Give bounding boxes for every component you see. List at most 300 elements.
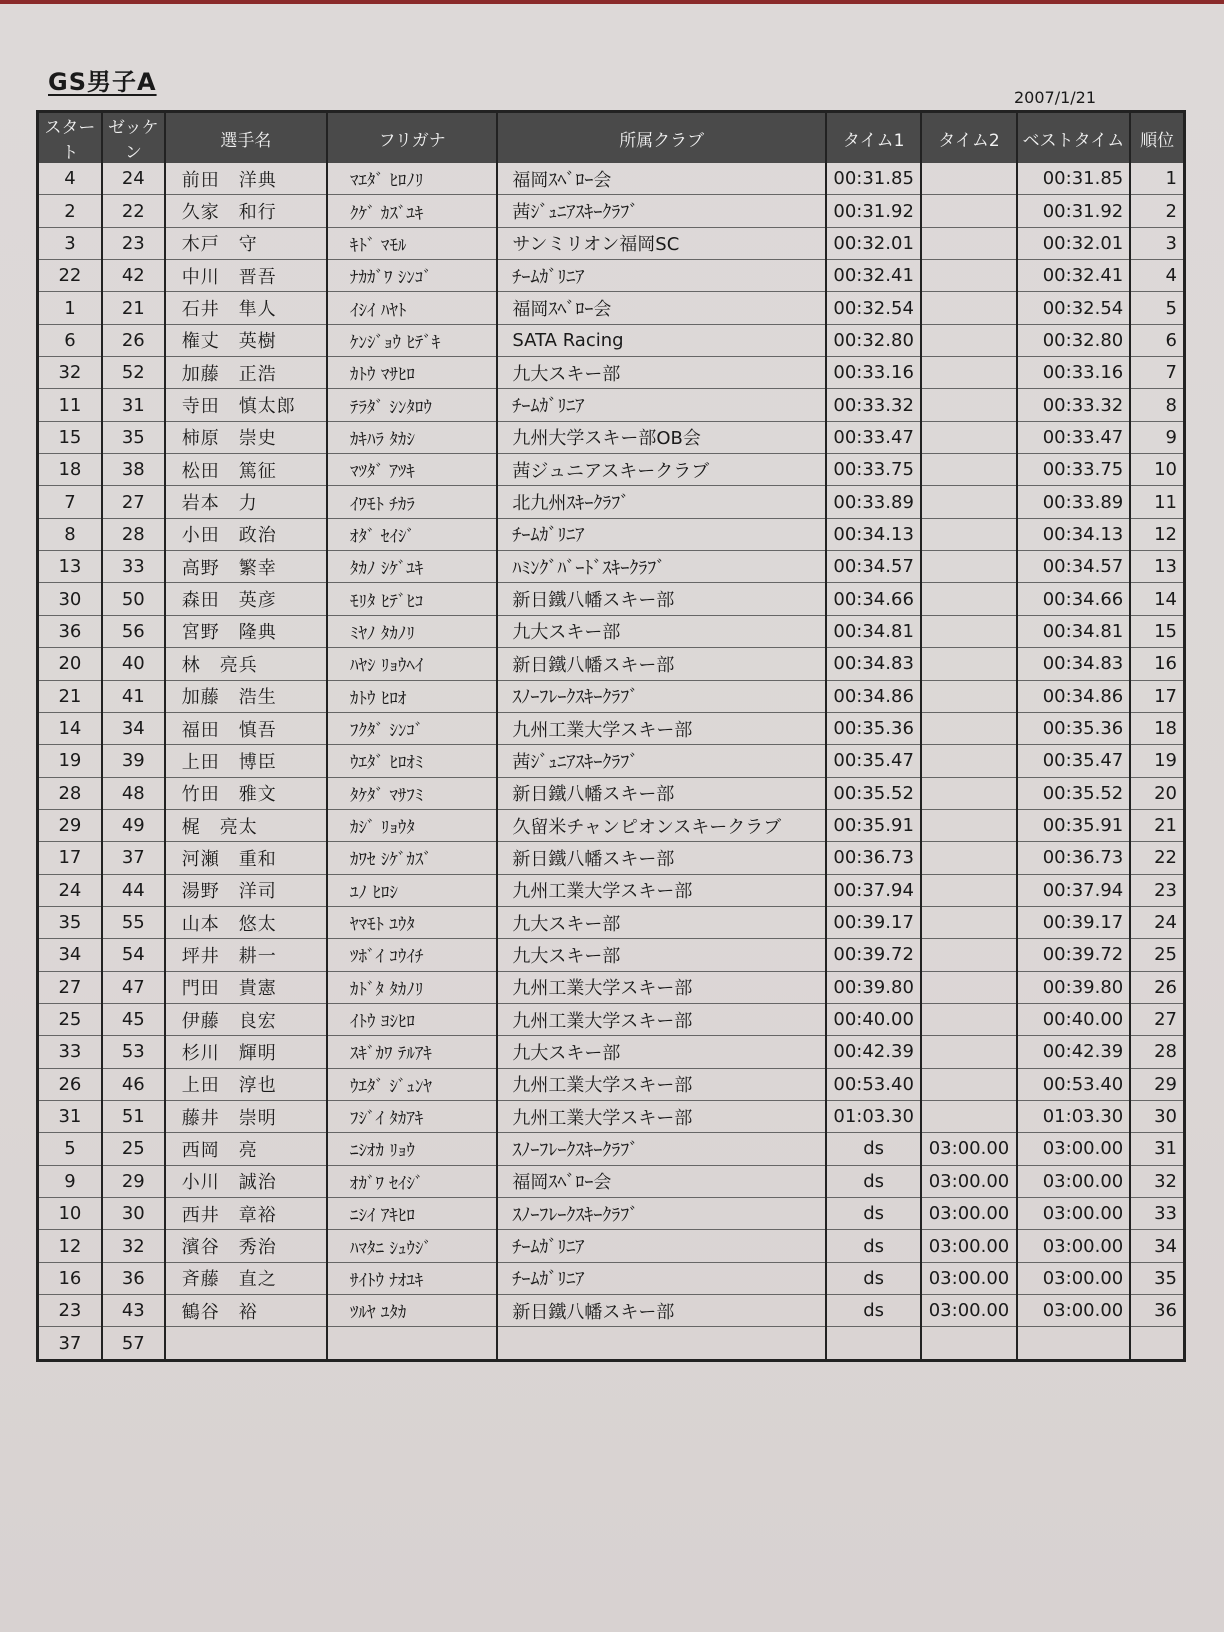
club-name: 九州工業大学スキー部	[497, 1068, 826, 1100]
athlete-name: 久家 和行	[165, 195, 327, 227]
table-row	[39, 680, 1183, 712]
page-top-edge	[0, 0, 1224, 4]
club-name: 福岡ｽﾍﾞﾛｰ会	[497, 292, 826, 324]
time-2	[921, 1003, 1016, 1035]
club-name: 九大スキー部	[497, 357, 826, 389]
table-row	[39, 939, 1183, 971]
start-number: 19	[39, 745, 102, 777]
time-2: 03:00.00	[921, 1165, 1016, 1197]
bib-number: 38	[102, 454, 165, 486]
table-row	[39, 1165, 1183, 1197]
bib-number: 50	[102, 583, 165, 615]
time-2: 03:00.00	[921, 1295, 1016, 1327]
best-time: 00:34.66	[1017, 583, 1131, 615]
best-time: 01:03.30	[1017, 1100, 1131, 1132]
time-2	[921, 486, 1016, 518]
start-number: 6	[39, 324, 102, 356]
athlete-name: 藤井 崇明	[165, 1100, 327, 1132]
bib-number: 48	[102, 777, 165, 809]
athlete-name: 岩本 力	[165, 486, 327, 518]
athlete-name: 杉川 輝明	[165, 1036, 327, 1068]
time-1: 00:39.17	[826, 906, 921, 938]
best-time: 00:34.81	[1017, 615, 1131, 647]
time-2: 03:00.00	[921, 1230, 1016, 1262]
table-row	[39, 648, 1183, 680]
rank: 19	[1130, 745, 1183, 777]
table-row	[39, 1262, 1183, 1294]
rank: 22	[1130, 842, 1183, 874]
athlete-name: 湯野 洋司	[165, 874, 327, 906]
bib-number: 35	[102, 421, 165, 453]
time-1: 00:31.85	[826, 163, 921, 195]
rank: 2	[1130, 195, 1183, 227]
club-name: 九大スキー部	[497, 906, 826, 938]
start-number: 32	[39, 357, 102, 389]
time-2	[921, 1036, 1016, 1068]
best-time: 00:39.80	[1017, 971, 1131, 1003]
bib-number: 33	[102, 551, 165, 583]
start-number: 2	[39, 195, 102, 227]
athlete-name: 加藤 正浩	[165, 357, 327, 389]
table-row	[39, 777, 1183, 809]
rank: 24	[1130, 906, 1183, 938]
rank: 25	[1130, 939, 1183, 971]
athlete-name: 伊藤 良宏	[165, 1003, 327, 1035]
header-club: 所属クラブ	[497, 113, 826, 163]
table-row	[39, 906, 1183, 938]
table-row	[39, 324, 1183, 356]
bib-number: 56	[102, 615, 165, 647]
time-1: 00:33.16	[826, 357, 921, 389]
club-name: 久留米チャンピオンスキークラブ	[497, 809, 826, 841]
rank: 30	[1130, 1100, 1183, 1132]
bib-number: 29	[102, 1165, 165, 1197]
time-1: 00:53.40	[826, 1068, 921, 1100]
club-name: 福岡ｽﾍﾞﾛｰ会	[497, 163, 826, 195]
time-2: 03:00.00	[921, 1262, 1016, 1294]
rank: 33	[1130, 1198, 1183, 1230]
athlete-furigana: ﾊﾏﾀﾆ ｼｭｳｼﾞ	[327, 1230, 497, 1262]
club-name: 茜ｼﾞｭﾆｱｽｷｰｸﾗﾌﾞ	[497, 745, 826, 777]
club-name: ﾁｰﾑｶﾞﾘﾆｱ	[497, 1230, 826, 1262]
rank: 35	[1130, 1262, 1183, 1294]
athlete-furigana	[327, 1327, 497, 1359]
start-number: 25	[39, 1003, 102, 1035]
rank: 5	[1130, 292, 1183, 324]
athlete-furigana: ｶﾄﾞﾀ ﾀｶﾉﾘ	[327, 971, 497, 1003]
club-name: ﾁｰﾑｶﾞﾘﾆｱ	[497, 1262, 826, 1294]
rank: 16	[1130, 648, 1183, 680]
start-number: 16	[39, 1262, 102, 1294]
time-1: 00:33.47	[826, 421, 921, 453]
time-1	[826, 1327, 921, 1359]
club-name: 新日鐵八幡スキー部	[497, 777, 826, 809]
rank: 32	[1130, 1165, 1183, 1197]
time-1: 00:34.66	[826, 583, 921, 615]
rank: 20	[1130, 777, 1183, 809]
athlete-name: 小川 誠治	[165, 1165, 327, 1197]
rank: 9	[1130, 421, 1183, 453]
athlete-furigana: ｲﾜﾓﾄ ﾁｶﾗ	[327, 486, 497, 518]
time-1: 00:32.41	[826, 260, 921, 292]
time-1: 00:35.52	[826, 777, 921, 809]
start-number: 30	[39, 583, 102, 615]
club-name: 新日鐵八幡スキー部	[497, 842, 826, 874]
best-time: 00:33.47	[1017, 421, 1131, 453]
table-row	[39, 1003, 1183, 1035]
rank: 34	[1130, 1230, 1183, 1262]
results-table	[39, 113, 1183, 1359]
best-time: 03:00.00	[1017, 1198, 1131, 1230]
bib-number: 32	[102, 1230, 165, 1262]
rank: 10	[1130, 454, 1183, 486]
table-row	[39, 874, 1183, 906]
bib-number: 53	[102, 1036, 165, 1068]
time-2: 03:00.00	[921, 1198, 1016, 1230]
rank: 13	[1130, 551, 1183, 583]
club-name: 新日鐵八幡スキー部	[497, 583, 826, 615]
start-number: 13	[39, 551, 102, 583]
time-1: 00:40.00	[826, 1003, 921, 1035]
club-name: SATA Racing	[497, 324, 826, 356]
athlete-name: 柿原 崇史	[165, 421, 327, 453]
table-row	[39, 712, 1183, 744]
start-number: 7	[39, 486, 102, 518]
club-name: ﾁｰﾑｶﾞﾘﾆｱ	[497, 260, 826, 292]
rank: 1	[1130, 163, 1183, 195]
best-time: 00:31.92	[1017, 195, 1131, 227]
table-row	[39, 809, 1183, 841]
start-number: 18	[39, 454, 102, 486]
header-time1: タイム1	[826, 113, 921, 163]
athlete-furigana: ｹﾝｼﾞｮｳ ﾋﾃﾞｷ	[327, 324, 497, 356]
start-number: 12	[39, 1230, 102, 1262]
club-name: ｽﾉｰﾌﾚｰｸｽｷｰｸﾗﾌﾞ	[497, 1198, 826, 1230]
time-1: 00:35.47	[826, 745, 921, 777]
table-row	[39, 551, 1183, 583]
club-name: 新日鐵八幡スキー部	[497, 1295, 826, 1327]
time-1: ds	[826, 1198, 921, 1230]
start-number: 36	[39, 615, 102, 647]
time-2	[921, 1068, 1016, 1100]
bib-number: 23	[102, 227, 165, 259]
start-number: 10	[39, 1198, 102, 1230]
start-number: 14	[39, 712, 102, 744]
bib-number: 47	[102, 971, 165, 1003]
table-row	[39, 1133, 1183, 1165]
athlete-furigana: ﾃﾗﾀﾞ ｼﾝﾀﾛｳ	[327, 389, 497, 421]
club-name: 九大スキー部	[497, 939, 826, 971]
table-row	[39, 1295, 1183, 1327]
best-time: 00:35.36	[1017, 712, 1131, 744]
header-furigana: フリガナ	[327, 113, 497, 163]
best-time: 00:36.73	[1017, 842, 1131, 874]
time-2	[921, 939, 1016, 971]
start-number: 1	[39, 292, 102, 324]
time-2	[921, 842, 1016, 874]
athlete-furigana: ｵﾀﾞ ｾｲｼﾞ	[327, 518, 497, 550]
athlete-name: 上田 淳也	[165, 1068, 327, 1100]
athlete-furigana: ﾂﾙﾔ ﾕﾀｶ	[327, 1295, 497, 1327]
table-row	[39, 1036, 1183, 1068]
bib-number: 40	[102, 648, 165, 680]
rank: 36	[1130, 1295, 1183, 1327]
athlete-name: 前田 洋典	[165, 163, 327, 195]
time-2	[921, 777, 1016, 809]
athlete-furigana: ﾆｼｵｶ ﾘｮｳ	[327, 1133, 497, 1165]
athlete-name: 権丈 英樹	[165, 324, 327, 356]
bib-number: 37	[102, 842, 165, 874]
athlete-furigana: ﾐﾔﾉ ﾀｶﾉﾘ	[327, 615, 497, 647]
header-name: 選手名	[165, 113, 327, 163]
athlete-furigana: ﾅｶｶﾞﾜ ｼﾝｺﾞ	[327, 260, 497, 292]
best-time: 00:34.57	[1017, 551, 1131, 583]
time-1: ds	[826, 1295, 921, 1327]
table-row	[39, 615, 1183, 647]
athlete-name: 宮野 隆典	[165, 615, 327, 647]
best-time: 00:53.40	[1017, 1068, 1131, 1100]
athlete-name	[165, 1327, 327, 1359]
bib-number: 42	[102, 260, 165, 292]
rank: 12	[1130, 518, 1183, 550]
club-name: ﾊﾐﾝｸﾞﾊﾞｰﾄﾞｽｷｰｸﾗﾌﾞ	[497, 551, 826, 583]
club-name: 九州工業大学スキー部	[497, 1003, 826, 1035]
table-row	[39, 518, 1183, 550]
table-row	[39, 292, 1183, 324]
time-2	[921, 680, 1016, 712]
table-row	[39, 583, 1183, 615]
rank: 11	[1130, 486, 1183, 518]
rank	[1130, 1327, 1183, 1359]
table-row	[39, 842, 1183, 874]
best-time: 00:32.41	[1017, 260, 1131, 292]
start-number: 8	[39, 518, 102, 550]
bib-number: 57	[102, 1327, 165, 1359]
table-row	[39, 195, 1183, 227]
header-rank: 順位	[1130, 113, 1183, 163]
time-2	[921, 1100, 1016, 1132]
table-row	[39, 745, 1183, 777]
athlete-name: 坪井 耕一	[165, 939, 327, 971]
bib-number: 27	[102, 486, 165, 518]
athlete-furigana: ﾀｶﾉ ｼｹﾞﾕｷ	[327, 551, 497, 583]
time-2	[921, 292, 1016, 324]
best-time: 00:34.83	[1017, 648, 1131, 680]
time-1: 00:34.81	[826, 615, 921, 647]
bib-number: 52	[102, 357, 165, 389]
table-row	[39, 486, 1183, 518]
athlete-furigana: ｷﾄﾞ ﾏﾓﾙ	[327, 227, 497, 259]
rank: 15	[1130, 615, 1183, 647]
athlete-furigana: ﾓﾘﾀ ﾋﾃﾞﾋｺ	[327, 583, 497, 615]
rank: 18	[1130, 712, 1183, 744]
club-name: サンミリオン福岡SC	[497, 227, 826, 259]
best-time: 00:32.01	[1017, 227, 1131, 259]
time-1: 00:35.36	[826, 712, 921, 744]
time-1: 00:32.80	[826, 324, 921, 356]
best-time: 00:35.91	[1017, 809, 1131, 841]
rank: 23	[1130, 874, 1183, 906]
time-1: ds	[826, 1230, 921, 1262]
club-name: 九州大学スキー部OB会	[497, 421, 826, 453]
best-time: 03:00.00	[1017, 1230, 1131, 1262]
best-time: 00:35.47	[1017, 745, 1131, 777]
start-number: 5	[39, 1133, 102, 1165]
rank: 21	[1130, 809, 1183, 841]
best-time: 00:39.17	[1017, 906, 1131, 938]
start-number: 20	[39, 648, 102, 680]
rank: 28	[1130, 1036, 1183, 1068]
table-row	[39, 971, 1183, 1003]
time-1: 00:33.89	[826, 486, 921, 518]
athlete-furigana: ﾊﾔｼ ﾘｮｳﾍｲ	[327, 648, 497, 680]
start-number: 37	[39, 1327, 102, 1359]
club-name: 九大スキー部	[497, 615, 826, 647]
rank: 3	[1130, 227, 1183, 259]
best-time	[1017, 1327, 1131, 1359]
athlete-furigana: ﾂﾎﾞｲ ｺｳｲﾁ	[327, 939, 497, 971]
club-name: 九大スキー部	[497, 1036, 826, 1068]
table-row	[39, 163, 1183, 195]
athlete-furigana: ｶｷﾊﾗ ﾀｶｼ	[327, 421, 497, 453]
rank: 17	[1130, 680, 1183, 712]
athlete-furigana: ｶﾄｳ ﾏｻﾋﾛ	[327, 357, 497, 389]
club-name: 茜ジュニアスキークラブ	[497, 454, 826, 486]
table-row	[39, 421, 1183, 453]
athlete-furigana: ﾕﾉ ﾋﾛｼ	[327, 874, 497, 906]
bib-number: 21	[102, 292, 165, 324]
table-row	[39, 1068, 1183, 1100]
best-time: 00:33.75	[1017, 454, 1131, 486]
time-1: 00:33.32	[826, 389, 921, 421]
bib-number: 26	[102, 324, 165, 356]
bib-number: 25	[102, 1133, 165, 1165]
time-2	[921, 745, 1016, 777]
athlete-furigana: ｶﾄｳ ﾋﾛｵ	[327, 680, 497, 712]
best-time: 00:39.72	[1017, 939, 1131, 971]
rank: 29	[1130, 1068, 1183, 1100]
time-2: 03:00.00	[921, 1133, 1016, 1165]
bib-number: 45	[102, 1003, 165, 1035]
time-1: 00:35.91	[826, 809, 921, 841]
bib-number: 39	[102, 745, 165, 777]
time-1: ds	[826, 1262, 921, 1294]
bib-number: 49	[102, 809, 165, 841]
athlete-furigana: ｶﾜｾ ｼｹﾞｶｽﾞ	[327, 842, 497, 874]
athlete-name: 森田 英彦	[165, 583, 327, 615]
athlete-name: 寺田 慎太郎	[165, 389, 327, 421]
best-time: 03:00.00	[1017, 1165, 1131, 1197]
bib-number: 24	[102, 163, 165, 195]
athlete-name: 小田 政治	[165, 518, 327, 550]
athlete-furigana: ｶｼﾞ ﾘｮｳﾀ	[327, 809, 497, 841]
athlete-furigana: ｸｹﾞ ｶｽﾞﾕｷ	[327, 195, 497, 227]
time-2	[921, 615, 1016, 647]
athlete-name: 鶴谷 裕	[165, 1295, 327, 1327]
club-name: 新日鐵八幡スキー部	[497, 648, 826, 680]
best-time: 03:00.00	[1017, 1133, 1131, 1165]
best-time: 03:00.00	[1017, 1295, 1131, 1327]
page-title: GS男子A	[48, 68, 157, 96]
time-2	[921, 357, 1016, 389]
start-number: 22	[39, 260, 102, 292]
time-1: 00:37.94	[826, 874, 921, 906]
athlete-name: 中川 晋吾	[165, 260, 327, 292]
time-2	[921, 163, 1016, 195]
start-number: 35	[39, 906, 102, 938]
table-row	[39, 454, 1183, 486]
time-2	[921, 421, 1016, 453]
table-row	[39, 1327, 1183, 1359]
time-1: 00:36.73	[826, 842, 921, 874]
header-best-time: ベストタイム	[1017, 113, 1131, 163]
club-name: 九州工業大学スキー部	[497, 971, 826, 1003]
club-name: ｽﾉｰﾌﾚｰｸｽｷｰｸﾗﾌﾞ	[497, 1133, 826, 1165]
athlete-furigana: ﾏﾂﾀﾞ ｱﾂｷ	[327, 454, 497, 486]
time-2	[921, 1327, 1016, 1359]
table-row	[39, 1100, 1183, 1132]
athlete-name: 門田 貴憲	[165, 971, 327, 1003]
time-1: ds	[826, 1133, 921, 1165]
header-row	[39, 113, 1183, 163]
time-1: 00:39.72	[826, 939, 921, 971]
bib-number: 55	[102, 906, 165, 938]
time-1: 00:34.13	[826, 518, 921, 550]
rank: 4	[1130, 260, 1183, 292]
athlete-furigana: ｲﾄｳ ﾖｼﾋﾛ	[327, 1003, 497, 1035]
athlete-name: 梶 亮太	[165, 809, 327, 841]
athlete-name: 山本 悠太	[165, 906, 327, 938]
start-number: 31	[39, 1100, 102, 1132]
club-name: ﾁｰﾑｶﾞﾘﾆｱ	[497, 518, 826, 550]
start-number: 15	[39, 421, 102, 453]
time-1: ds	[826, 1165, 921, 1197]
time-1: 00:32.01	[826, 227, 921, 259]
best-time: 00:34.86	[1017, 680, 1131, 712]
athlete-name: 木戸 守	[165, 227, 327, 259]
athlete-name: 高野 繁幸	[165, 551, 327, 583]
athlete-name: 西岡 亮	[165, 1133, 327, 1165]
start-number: 26	[39, 1068, 102, 1100]
athlete-name: 濱谷 秀治	[165, 1230, 327, 1262]
time-2	[921, 648, 1016, 680]
athlete-furigana: ﾏｴﾀﾞ ﾋﾛﾉﾘ	[327, 163, 497, 195]
best-time: 00:32.80	[1017, 324, 1131, 356]
time-2	[921, 260, 1016, 292]
time-2	[921, 518, 1016, 550]
athlete-furigana: ｳｴﾀﾞ ﾋﾛｵﾐ	[327, 745, 497, 777]
athlete-furigana: ﾆｼｲ ｱｷﾋﾛ	[327, 1198, 497, 1230]
club-name: 九州工業大学スキー部	[497, 1100, 826, 1132]
time-2	[921, 389, 1016, 421]
table-row	[39, 260, 1183, 292]
time-2	[921, 971, 1016, 1003]
athlete-furigana: ｻｲﾄｳ ﾅｵﾕｷ	[327, 1262, 497, 1294]
time-1: 00:34.57	[826, 551, 921, 583]
time-2	[921, 195, 1016, 227]
best-time: 00:32.54	[1017, 292, 1131, 324]
table-row	[39, 357, 1183, 389]
athlete-furigana: ｽｷﾞｶﾜ ﾃﾙｱｷ	[327, 1036, 497, 1068]
header-start: スタート	[39, 113, 102, 163]
athlete-furigana: ﾌｼﾞｲ ﾀｶｱｷ	[327, 1100, 497, 1132]
athlete-name: 福田 慎吾	[165, 712, 327, 744]
athlete-furigana: ｲｼｲ ﾊﾔﾄ	[327, 292, 497, 324]
rank: 14	[1130, 583, 1183, 615]
rank: 7	[1130, 357, 1183, 389]
rank: 27	[1130, 1003, 1183, 1035]
athlete-furigana: ﾔﾏﾓﾄ ﾕｳﾀ	[327, 906, 497, 938]
